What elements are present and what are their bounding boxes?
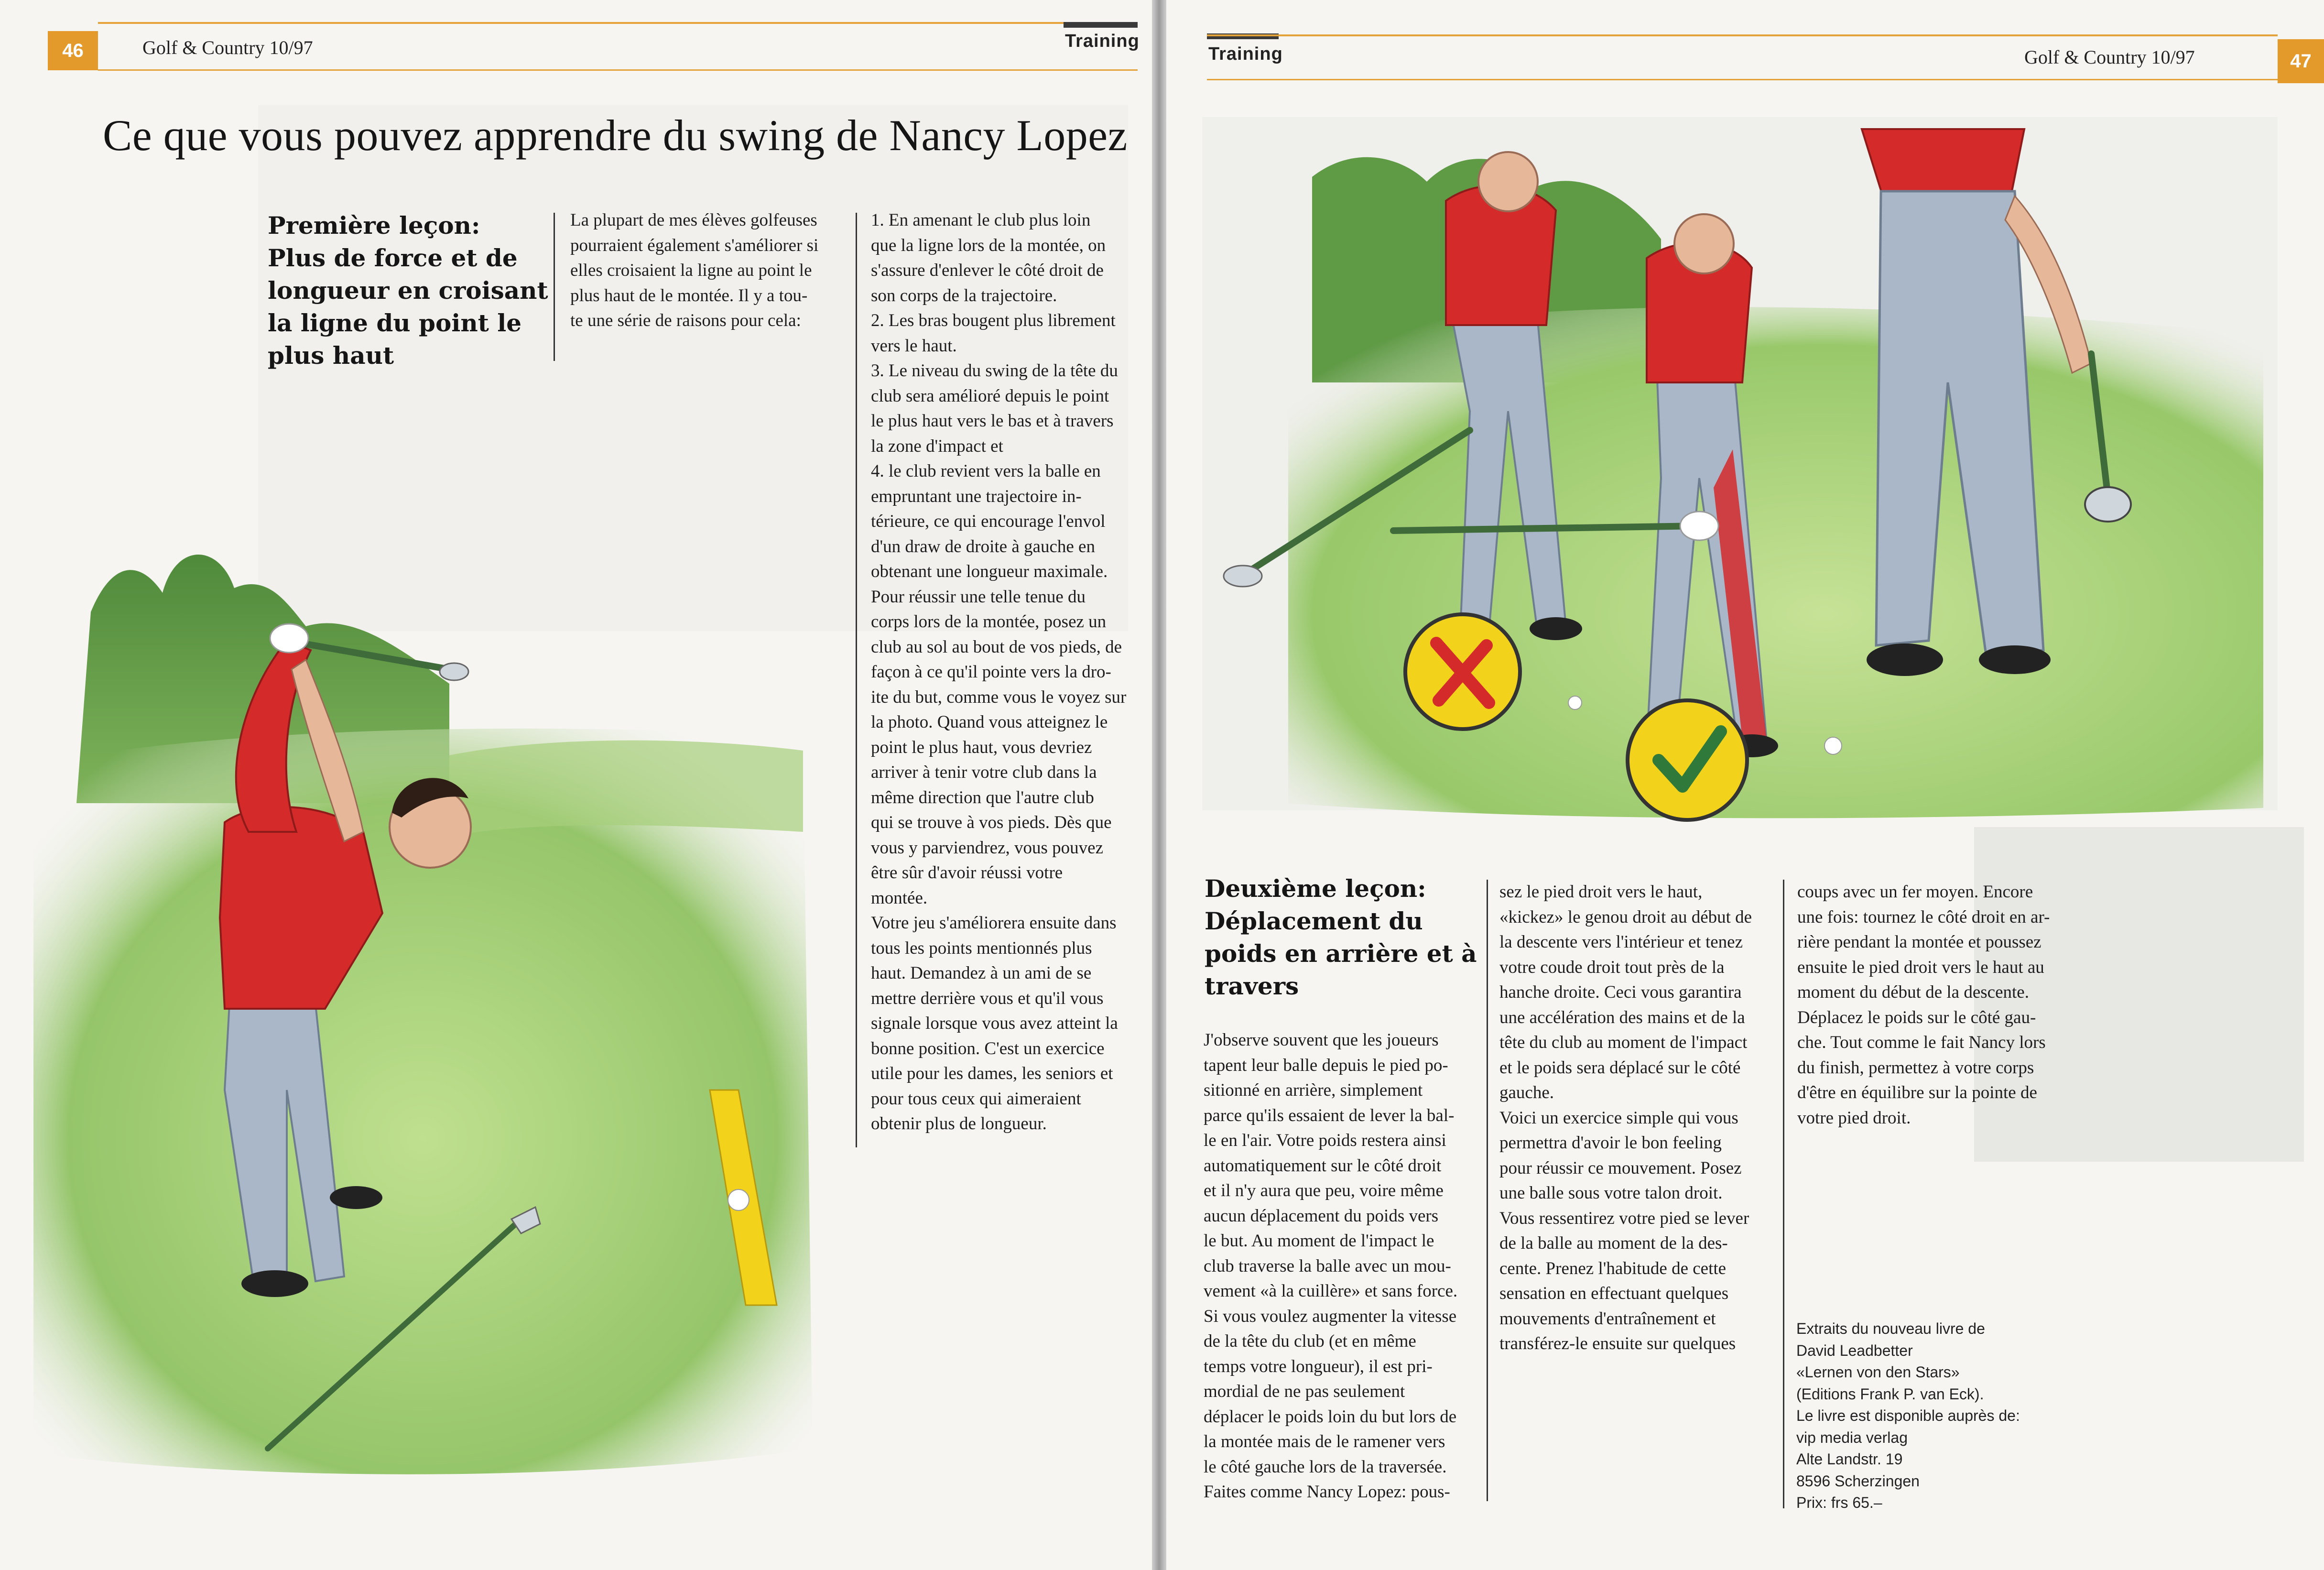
lesson-2-heading xyxy=(1205,872,1477,1003)
text-line: J'observe souvent que les joueurs xyxy=(1204,1030,1439,1050)
text-line: aucun déplacement du poids vers xyxy=(1204,1206,1439,1226)
text-line: de la tête du club (et en même xyxy=(1204,1331,1416,1351)
text-line: sez le pied droit vers le haut, xyxy=(1499,882,1703,902)
text-line: Vous ressentirez votre pied se lever xyxy=(1499,1208,1749,1228)
club-head xyxy=(1224,566,1262,587)
source-line: (Editions Frank P. van Eck). xyxy=(1796,1385,1984,1403)
lesson-heading-line: Plus de force et de xyxy=(268,244,518,272)
magazine-name: Golf & Country 10/97 xyxy=(2024,46,2195,68)
text-line: transférez-le ensuite sur quelques xyxy=(1499,1334,1736,1353)
text-column-1 xyxy=(570,208,840,334)
header-rule xyxy=(98,22,1138,24)
text-line: pourraient également s'améliorer si xyxy=(570,235,819,255)
text-line: Pour réussir une telle tenue du xyxy=(871,587,1086,607)
text-line: hanche droite. Ceci vous garantira xyxy=(1499,982,1742,1002)
section-label: Training xyxy=(1208,44,1283,64)
text-line: de la balle au moment de la des- xyxy=(1499,1233,1728,1253)
column-rule xyxy=(554,213,555,361)
page-number: 46 xyxy=(48,31,98,70)
text-line: s'assure d'enlever le côté droit de xyxy=(871,261,1104,280)
text-line: pour réussir ce mouvement. Posez xyxy=(1499,1158,1742,1178)
left-page xyxy=(0,0,1152,1570)
page-number: 47 xyxy=(2278,39,2324,83)
text-line: Voici un exercice simple qui vous xyxy=(1499,1108,1738,1128)
text-line: déplacer le poids loin du but lors de xyxy=(1204,1406,1457,1427)
club-head xyxy=(440,663,468,680)
text-line: «kickez» le genou droit au début de xyxy=(1499,907,1752,927)
header-rule-bottom xyxy=(1207,79,2278,80)
text-line: votre pied droit. xyxy=(1797,1108,1911,1128)
text-line: elles croisaient la ligne au point le xyxy=(570,261,812,280)
lesson-heading-line: poids en arrière et à xyxy=(1205,939,1477,968)
shoe xyxy=(1530,617,1582,640)
text-line: club traverse la balle avec un mou- xyxy=(1204,1256,1451,1276)
text-line: vement «à la cuillère» et sans force. xyxy=(1204,1281,1458,1301)
text-line: que la ligne lors de la montée, on xyxy=(871,235,1106,255)
text-line: son corps de la trajectoire. xyxy=(871,285,1057,305)
text-line: coups avec un fer moyen. Encore xyxy=(1797,882,2033,902)
text-line: Votre jeu s'améliorera ensuite dans xyxy=(871,913,1117,933)
text-line: la montée mais de le ramener vers xyxy=(1204,1432,1445,1451)
text-line: le en l'air. Votre poids restera ainsi xyxy=(1204,1131,1446,1150)
text-line: vers le haut. xyxy=(871,336,957,356)
right-page xyxy=(1166,0,2324,1570)
source-line: Prix: frs 65.– xyxy=(1796,1494,1882,1511)
lesson-heading-line: la ligne du point le xyxy=(268,309,522,337)
text-column-3 xyxy=(1797,880,2074,1131)
text-line: moment du début de la descente. xyxy=(1797,982,2029,1002)
text-line: Si vous voulez augmenter la vitesse xyxy=(1204,1306,1457,1326)
source-line: Alte Landstr. 19 xyxy=(1796,1450,1903,1468)
section-label: Training xyxy=(1065,31,1140,51)
text-line: vous y parviendrez, vous pouvez xyxy=(871,838,1104,858)
text-line: gauche. xyxy=(1499,1083,1554,1102)
text-line: bonne position. C'est un exercice xyxy=(871,1038,1105,1058)
section-bar xyxy=(1064,22,1138,28)
text-line: arriver à tenir votre club dans la xyxy=(871,763,1097,782)
golfer-head xyxy=(1674,214,1734,273)
text-line: obtenant une longueur maximale. xyxy=(871,562,1108,581)
text-line: Déplacez le poids sur le côté gau- xyxy=(1797,1007,2036,1027)
text-line: d'être en équilibre sur la pointe de xyxy=(1797,1083,2037,1102)
text-line: automatiquement sur le côté droit xyxy=(1204,1156,1442,1176)
text-column-1 xyxy=(1204,1028,1481,1505)
column-rule xyxy=(1783,880,1784,1508)
source-line: 8596 Scherzingen xyxy=(1796,1472,1920,1490)
text-line: tête du club au moment de l'impact xyxy=(1499,1033,1748,1052)
book-gutter xyxy=(1152,0,1166,1570)
text-line: tous les points mentionnés plus xyxy=(871,938,1092,958)
text-line: le plus haut vers le bas et à travers xyxy=(871,411,1114,431)
text-line: haut. Demandez à un ami de se xyxy=(871,963,1092,983)
lesson-heading-line: longueur en croisant xyxy=(268,276,548,305)
article-title: Ce que vous pouvez apprendre du swing de Nancy Lopez xyxy=(103,111,1128,160)
text-line: sitionné en arrière, simplement xyxy=(1204,1080,1423,1100)
right-shoe xyxy=(330,1186,382,1209)
text-line: cente. Prenez l'habitude de cette xyxy=(1499,1258,1727,1278)
text-line: empruntant une trajectoire in- xyxy=(871,486,1082,506)
magazine-name: Golf & Country 10/97 xyxy=(142,37,313,58)
golf-ball xyxy=(1568,696,1582,709)
text-line: une balle sous votre talon droit. xyxy=(1499,1183,1723,1203)
text-line: utile pour les dames, les seniors et xyxy=(871,1064,1113,1083)
text-line: rière pendant la montée et poussez xyxy=(1797,932,2042,952)
club-head xyxy=(2085,487,2131,522)
text-column-2 xyxy=(871,208,1141,1137)
text-line: mouvements d'entraînement et xyxy=(1499,1308,1716,1329)
text-line: 4. le club revient vers la balle en xyxy=(871,461,1101,481)
column-rule xyxy=(856,213,857,1147)
text-line: la zone d'impact et xyxy=(871,436,1003,456)
source-line: Le livre est disponible auprès de: xyxy=(1796,1407,2020,1424)
lesson-heading-line: travers xyxy=(1205,972,1299,1000)
text-line: point le plus haut, vous devriez xyxy=(871,737,1092,757)
text-line: la descente vers l'intérieur et tenez xyxy=(1499,932,1743,952)
text-line: d'un draw de droite à gauche en xyxy=(871,536,1095,556)
source-line: David Leadbetter xyxy=(1796,1341,1913,1359)
text-line: che. Tout comme le fait Nancy lors xyxy=(1797,1033,2046,1052)
shoe xyxy=(1979,645,2051,674)
text-line: 1. En amenant le club plus loin xyxy=(871,210,1091,230)
source-line: «Lernen von den Stars» xyxy=(1796,1363,1960,1381)
text-line: même direction que l'autre club xyxy=(871,787,1094,807)
text-line: plus haut de le montée. Il y a tou- xyxy=(570,285,808,305)
text-line: permettra d'avoir le bon feeling xyxy=(1499,1133,1722,1153)
golf-glove xyxy=(270,624,308,653)
text-line: obtenir plus de longueur. xyxy=(871,1114,1047,1134)
text-line: votre coude droit tout près de la xyxy=(1499,957,1725,977)
shoe xyxy=(1867,643,1943,676)
golfer-backswing-illustration xyxy=(19,469,841,1492)
book-source-note xyxy=(1796,1318,2020,1514)
text-column-2 xyxy=(1499,880,1777,1357)
text-line: une fois: tournez le côté droit en ar- xyxy=(1797,907,2050,927)
text-line: pour tous ceux qui aimeraient xyxy=(871,1089,1081,1109)
text-line: club au sol au bout de vos pieds, de xyxy=(871,637,1122,657)
text-line: et il n'y aura que peu, voire même xyxy=(1204,1181,1444,1200)
golf-glove xyxy=(1680,512,1718,540)
text-line: corps lors de la montée, posez un xyxy=(871,612,1107,632)
correct-circle xyxy=(1628,700,1747,820)
text-line: 2. Les bras bougent plus librement xyxy=(871,311,1116,330)
text-line: club sera amélioré depuis le point xyxy=(871,386,1109,406)
source-line: Extraits du nouveau livre de xyxy=(1796,1320,1985,1337)
text-line: montée. xyxy=(871,888,928,908)
text-line: Faites comme Nancy Lopez: pous- xyxy=(1204,1482,1450,1502)
text-line: sensation en effectuant quelques xyxy=(1499,1284,1729,1303)
source-line: vip media verlag xyxy=(1796,1428,1908,1446)
fairway-shape xyxy=(449,741,803,837)
lesson-heading-line: Déplacement du xyxy=(1205,907,1423,935)
text-line: et le poids sera déplacé sur le côté xyxy=(1499,1058,1741,1078)
text-line: mordial de ne pas seulement xyxy=(1204,1382,1405,1401)
text-line: qui se trouve à vos pieds. Dès que xyxy=(871,813,1112,832)
text-line: du finish, permettez à votre corps xyxy=(1797,1058,2034,1078)
header-rule xyxy=(1207,34,2278,36)
text-line: signale lorsque vous avez atteint la xyxy=(871,1014,1118,1033)
text-line: 3. Le niveau du swing de la tête du xyxy=(871,361,1118,381)
text-line: ite du but, comme vous le voyez sur xyxy=(871,687,1127,707)
text-line: temps votre longueur), il est pri- xyxy=(1204,1356,1433,1376)
golf-ball xyxy=(728,1189,749,1210)
lesson-heading-line: plus haut xyxy=(268,341,394,370)
text-line: La plupart de mes élèves golfeuses xyxy=(570,210,817,230)
text-line: le but. Au moment de l'impact le xyxy=(1204,1231,1434,1251)
text-line: une accélération des mains et de la xyxy=(1499,1007,1745,1027)
text-line: être sûr d'avoir réussi votre xyxy=(871,863,1063,883)
text-line: le côté gauche lors de la traversée. xyxy=(1204,1457,1447,1477)
lesson-heading-line: Première leçon: xyxy=(268,211,480,240)
text-line: façon à ce qu'il pointe vers la dro- xyxy=(871,662,1111,682)
golf-ball xyxy=(1824,737,1842,754)
header-rule-bottom xyxy=(98,69,1138,71)
text-line: ensuite le pied droit vers le haut au xyxy=(1797,957,2044,977)
golfer-downswing-illustration xyxy=(1202,115,2282,822)
text-line: mettre derrière vous et qu'il vous xyxy=(871,988,1104,1008)
left-shoe xyxy=(241,1270,308,1297)
text-line: parce qu'ils essaient de lever la bal- xyxy=(1204,1105,1455,1125)
text-line: tapent leur balle depuis le pied po- xyxy=(1204,1055,1448,1075)
golfer-head xyxy=(1478,152,1538,211)
golf-club xyxy=(1393,526,1699,531)
column-rule xyxy=(1487,880,1488,1501)
text-line: térieure, ce qui encourage l'envol xyxy=(871,512,1106,531)
lesson-1-heading xyxy=(268,209,548,372)
text-line: la photo. Quand vous atteignez le xyxy=(871,712,1108,732)
lesson-heading-line: Deuxième leçon: xyxy=(1205,874,1426,903)
text-line: te une série de raisons pour cela: xyxy=(570,311,801,330)
